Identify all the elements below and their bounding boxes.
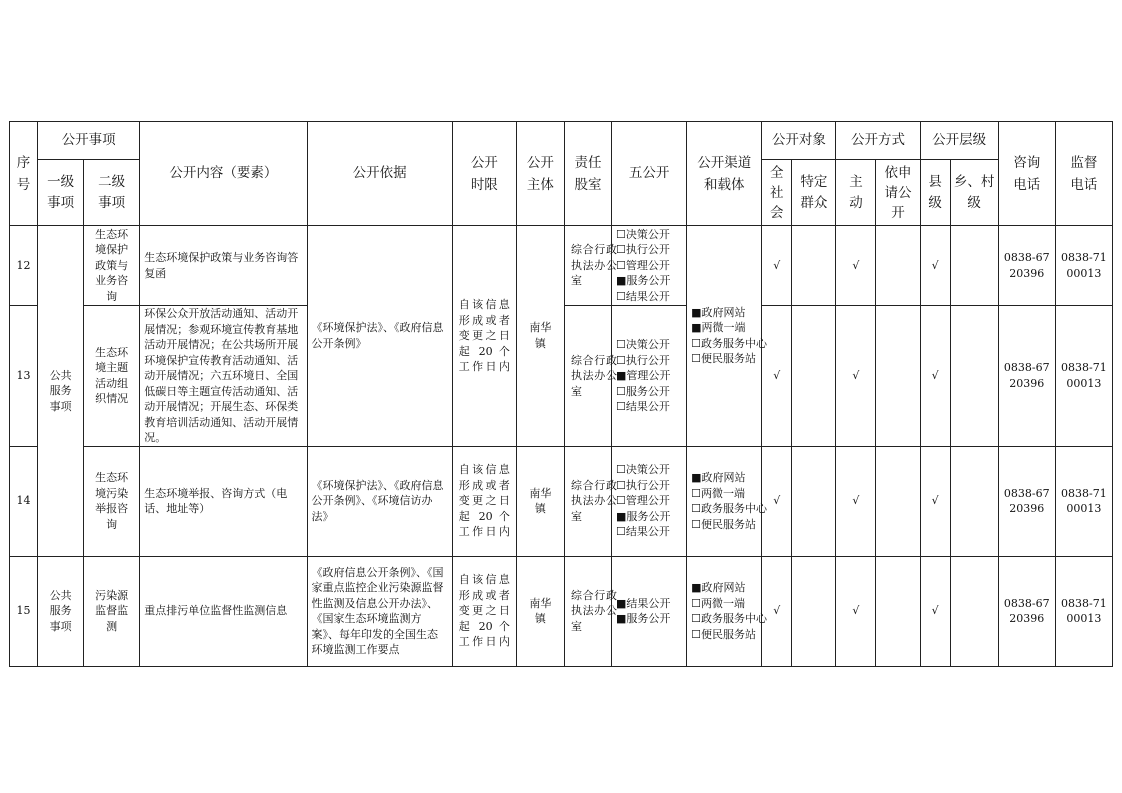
row-basis: 《环境保护法》、《政府信息公开条例》、《环境信访办法》 xyxy=(307,446,452,556)
five-open-item: ☐执行公开 xyxy=(616,243,670,257)
five-open-item: ■服务公开 xyxy=(616,612,671,625)
header-level2: 二级事项 xyxy=(84,160,140,226)
channel-item: ☐便民服务站 xyxy=(691,627,757,641)
cell-method-apply xyxy=(876,306,920,447)
check-target-all: √ xyxy=(762,556,792,666)
header-method: 公开方式 xyxy=(836,122,920,160)
row-supervise-tel: 0838-71 00013 xyxy=(1055,556,1112,666)
channel-item: ☐两微一端 xyxy=(691,486,746,500)
check-target-all: √ xyxy=(762,446,792,556)
row-seq: 13 xyxy=(10,306,38,447)
header-channel: 公开渠道和载体 xyxy=(687,122,762,226)
cell-method-apply xyxy=(876,226,920,306)
row-office: 综合行政执法办公室 xyxy=(564,306,611,447)
five-open-item: ■结果公开 xyxy=(616,596,671,610)
header-level1: 一级事项 xyxy=(38,160,84,226)
table-row xyxy=(10,226,1113,306)
header-content: 公开内容（要素） xyxy=(140,122,307,226)
cell-target-specific xyxy=(792,446,836,556)
five-open-item: ☐执行公开 xyxy=(616,478,670,492)
row-consult-tel: 0838-67 20396 xyxy=(998,556,1055,666)
cell-level-town xyxy=(950,556,998,666)
row-content: 生态环境举报、咨询方式（电话、地址等） xyxy=(140,446,307,556)
row-channel xyxy=(687,556,768,666)
header-consult-tel: 咨询电话 xyxy=(998,122,1055,226)
five-open-item: ☐管理公开 xyxy=(616,494,670,508)
cell-target-specific xyxy=(792,556,836,666)
five-open-item: ■服务公开 xyxy=(616,509,671,523)
check-method-active: √ xyxy=(836,556,876,666)
five-open-item: ☐决策公开 xyxy=(616,463,670,477)
row-office: 综合行政执法办公室 xyxy=(564,446,611,556)
header-target-all: 全社会 xyxy=(762,160,792,226)
row-level1: 公共服务事项 xyxy=(38,556,84,666)
row-level2: 污染源监督监测 xyxy=(84,556,140,666)
row-level2: 生态环境污染举报咨询 xyxy=(84,446,140,556)
check-method-active: √ xyxy=(836,306,876,447)
header-level-town: 乡、村级 xyxy=(950,160,998,226)
row-time-limit: 自该信息形成或者变更之日起 20 个工作日内 xyxy=(452,446,516,556)
row-channel-group xyxy=(687,226,768,447)
row-office: 综合行政执法办公室 xyxy=(564,556,611,666)
row-content: 重点排污单位监督性监测信息 xyxy=(140,556,307,666)
check-method-active: √ xyxy=(836,446,876,556)
check-level-county: √ xyxy=(920,446,950,556)
channel-item: ■政府网站 xyxy=(691,581,746,594)
row-seq: 15 xyxy=(10,556,38,666)
five-open-item: ■服务公开 xyxy=(616,274,671,288)
cell-level-town xyxy=(950,226,998,306)
channel-item: ■政府网站 xyxy=(691,471,746,484)
row-level1-group: 公共服务事项 xyxy=(38,226,84,557)
row-level2: 生态环境保护政策与业务咨询 xyxy=(84,226,140,306)
row-subject-group: 南华镇 xyxy=(516,226,564,447)
table-row xyxy=(10,446,1113,556)
five-open-item: ■管理公开 xyxy=(616,369,671,382)
five-open-item: ☐决策公开 xyxy=(616,227,670,241)
cell-level-town xyxy=(950,306,998,447)
five-open-item: ☐结果公开 xyxy=(616,525,670,539)
table-row xyxy=(10,556,1113,666)
channel-item: ☐政务服务中心 xyxy=(691,336,768,350)
row-basis: 《政府信息公开条例》、《国家重点监控企业污染源监督性监测及信息公开办法》、《国家生态环境监测方案》、每年印发的全国生态环境监测工作要点 xyxy=(307,556,452,666)
channel-item: ☐便民服务站 xyxy=(691,352,757,366)
row-supervise-tel: 0838-71 00013 xyxy=(1055,226,1112,306)
header-target-specific: 特定群众 xyxy=(792,160,836,226)
channel-item: ☐便民服务站 xyxy=(691,517,757,531)
header-level: 公开层级 xyxy=(920,122,998,160)
row-content: 环保公众开放活动通知、活动开展情况；参观环境宣传教育基地活动开展情况；在公共场所开展环境保护宣传教育活动通知、活动开展情况；六五环境日、全国低碳日等主题宣传活动通知、活动开展情况；开展生态、环保类教育培训活动通知、活动开展情况。 xyxy=(140,306,307,447)
row-consult-tel: 0838-67 20396 xyxy=(998,446,1055,556)
row-seq: 12 xyxy=(10,226,38,306)
five-open-item: ☐执行公开 xyxy=(616,353,670,367)
header-supervise-tel: 监督电话 xyxy=(1055,122,1112,226)
row-five-open xyxy=(612,226,687,306)
row-five-open xyxy=(612,306,687,447)
channel-item: ■政府网站 xyxy=(691,305,746,319)
five-open-item: ☐管理公开 xyxy=(616,258,670,272)
row-time-limit: 自该信息形成或者变更之日起 20 个工作日内 xyxy=(452,556,516,666)
check-level-county: √ xyxy=(920,306,950,447)
header-row-1 xyxy=(10,122,1113,160)
header-office: 责任股室 xyxy=(564,122,611,226)
row-five-open xyxy=(612,446,687,556)
header-target: 公开对象 xyxy=(762,122,836,160)
row-consult-tel: 0838-67 20396 xyxy=(998,306,1055,447)
row-time-limit-group: 自该信息形成或者变更之日起 20 个工作日内 xyxy=(452,226,516,447)
cell-method-apply xyxy=(876,556,920,666)
header-seq: 序号 xyxy=(10,122,38,226)
check-level-county: √ xyxy=(920,556,950,666)
check-target-all: √ xyxy=(762,226,792,306)
cell-method-apply xyxy=(876,446,920,556)
row-level2: 生态环境主题活动组织情况 xyxy=(84,306,140,447)
row-office: 综合行政执法办公室 xyxy=(564,226,611,306)
header-subject: 公开主体 xyxy=(516,122,564,226)
cell-target-specific xyxy=(792,306,836,447)
channel-item: ☐政务服务中心 xyxy=(691,612,768,625)
header-five-open: 五公开 xyxy=(612,122,687,226)
header-public-items: 公开事项 xyxy=(38,122,140,160)
header-method-active: 主动 xyxy=(836,160,876,226)
row-content: 生态环境保护政策与业务咨询答复函 xyxy=(140,226,307,306)
row-consult-tel: 0838-67 20396 xyxy=(998,226,1055,306)
disclosure-table xyxy=(9,121,1113,667)
check-level-county: √ xyxy=(920,226,950,306)
check-method-active: √ xyxy=(836,226,876,306)
row-seq: 14 xyxy=(10,446,38,556)
row-channel xyxy=(687,446,768,556)
row-basis-group: 《环境保护法》、《政府信息公开条例》 xyxy=(307,226,452,447)
row-five-open xyxy=(612,556,687,666)
five-open-item: ☐结果公开 xyxy=(616,289,670,303)
channel-item: ■两微一端 xyxy=(691,321,746,335)
channel-item: ☐两微一端 xyxy=(691,596,746,610)
row-subject: 南华镇 xyxy=(516,556,564,666)
cell-level-town xyxy=(950,446,998,556)
row-supervise-tel: 0838-71 00013 xyxy=(1055,446,1112,556)
check-target-all: √ xyxy=(762,306,792,447)
header-time-limit: 公开时限 xyxy=(452,122,516,226)
cell-target-specific xyxy=(792,226,836,306)
channel-item: ☐政务服务中心 xyxy=(691,502,768,515)
header-level-county: 县级 xyxy=(920,160,950,226)
row-subject: 南华镇 xyxy=(516,446,564,556)
header-method-apply: 依申请公开 xyxy=(876,160,920,226)
row-supervise-tel: 0838-71 00013 xyxy=(1055,306,1112,447)
five-open-item: ☐服务公开 xyxy=(616,384,670,398)
five-open-item: ☐结果公开 xyxy=(616,400,670,413)
header-basis: 公开依据 xyxy=(307,122,452,226)
five-open-item: ☐决策公开 xyxy=(616,338,670,351)
